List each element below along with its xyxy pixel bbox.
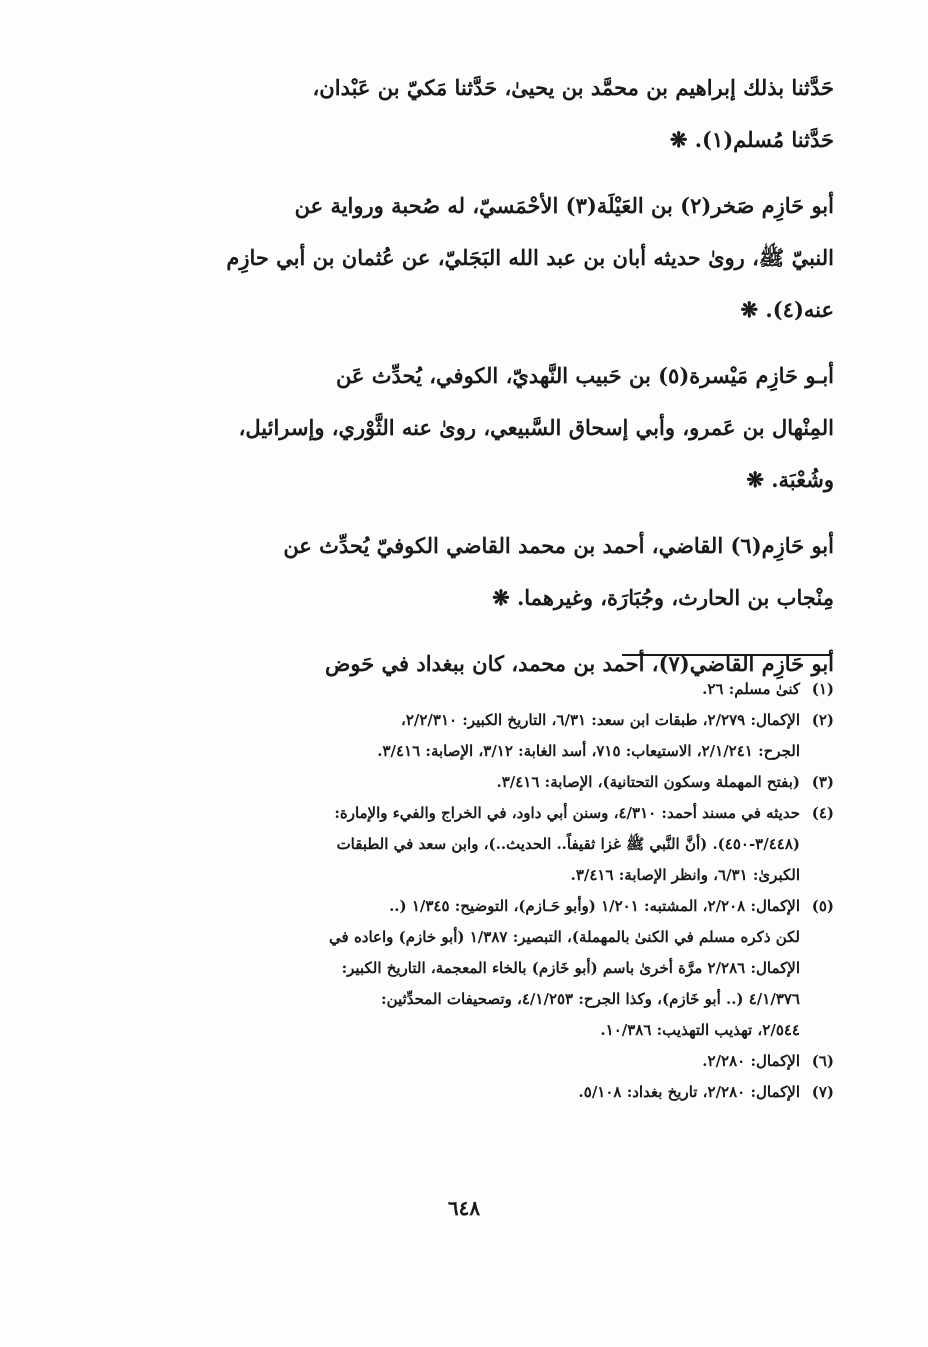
text-line: أبو حَازِم القاضي(٧)، أحمد بن محمد، كان ببغداد في حَوض	[324, 651, 834, 676]
text-line: حَدَّثنا مُسلم(١). ❋	[669, 127, 834, 152]
footnote-text: حديثه في مسند أحمد: ٤/٣١٠، وسنن أبي داود، في الخراج والفيء والإمارة:	[334, 804, 800, 822]
footnote-text: ٤/١/٣٧٦ (.. أبو خَازم)، وكذا الجرح: ٤/١/٢٥٣، وتصحيفات المحدِّثين:	[381, 990, 800, 1008]
text-line: أبو حَازِم صَخر(٢) بن العَيْلَة(٣) الأحْمَسيّ، له صُحبة ورواية عن	[294, 193, 834, 218]
footnote-number: (٢)	[811, 711, 834, 729]
footnotes	[140, 674, 834, 1108]
text-line: النبيّ ﷺ، روىٰ حديثه أبان بن عبد الله البَجَليّ، عن عُثمان بن أبي حازِم	[226, 245, 834, 270]
footnote-number: (١)	[811, 680, 834, 698]
entry-4	[134, 520, 834, 624]
footnote-text: الإكمال: ٢/٢٨٠، تاريخ بغداد: ٥/١٠٨.	[578, 1083, 800, 1101]
footnote-4	[140, 798, 834, 891]
text-line: عنه(٤). ❋	[740, 297, 834, 322]
main-text	[134, 62, 834, 704]
footnote-text: الإكمال: ٢/٢٠٨، المشتبه: ١/٢٠١ (وأبو حَـازم)، التوضيح: ١/٣٤٥ (..	[389, 897, 800, 915]
footnote-text: الإكمال: ٢/٢٨٦ مرَّة أخرىٰ باسم (أبو خَازم) بالخاء المعجمة، التاريخ الكبير:	[341, 959, 800, 977]
entry-1	[134, 62, 834, 166]
footnote-7	[140, 1077, 834, 1108]
entry-3	[134, 350, 834, 506]
footnote-number: (٦)	[811, 1052, 834, 1070]
footnote-text: لكن ذكره مسلم في الكنىٰ بالمهملة)، التبصير: ١/٣٨٧ (أبو خازم) واعاده في	[329, 928, 800, 946]
entry-2	[134, 180, 834, 336]
footnote-number: (٣)	[811, 773, 834, 791]
text-line: المِنْهال بن عَمرو، وأبي إسحاق السَّبيعي، روىٰ عنه الثَّوْري، وإسرائيل،	[238, 415, 834, 440]
footnote-divider	[622, 654, 832, 656]
text-line: أبو حَازِم(٦) القاضي، أحمد بن محمد القاضي الكوفيّ يُحدِّث عن	[283, 533, 834, 558]
text-line: مِنْجاب بن الحارث، وجُبَارَة، وغيرهما. ❋	[492, 585, 834, 610]
footnote-number: (٥)	[811, 897, 834, 915]
footnote-text: الكبرىٰ: ٦/٣١، وانظر الإصابة: ٣/٤١٦.	[570, 866, 800, 884]
text-line: وشُعْبَة. ❋	[746, 467, 834, 492]
footnote-text: (بفتح المهملة وسكون التحتانية)، الإصابة: ٣/٤١٦.	[496, 773, 800, 791]
footnote-number: (٧)	[811, 1083, 834, 1101]
text-line: حَدَّثنا بذلك إبراهيم بن محمَّد بن يحيىٰ، حَدَّثنا مَكيّ بن عَبْدان،	[312, 75, 834, 100]
footnote-text: الإكمال: ٢/٢٨٠.	[702, 1052, 800, 1070]
footnote-text: كنىٰ مسلم: ٢٦.	[702, 680, 800, 698]
footnote-text: الإكمال: ٢/٢٧٩، طبقات ابن سعد: ٦/٣١، التاريخ الكبير: ٢/٢/٣١٠،	[400, 711, 800, 729]
footnote-6	[140, 1046, 834, 1077]
page-number: ٦٤٨	[447, 1196, 481, 1220]
footnote-number: (٤)	[811, 804, 834, 822]
text-line: أبـو حَازِم مَيْسرة(٥) بن حَبيب النَّهديّ، الكوفي، يُحدِّث عَن	[335, 363, 834, 388]
footnote-text: ٢/٥٤٤، تهذيب التهذيب: ١٠/٣٨٦.	[600, 1021, 800, 1039]
footnote-1	[140, 674, 834, 705]
footnote-5	[140, 891, 834, 1046]
footnote-3	[140, 767, 834, 798]
footnote-text: الجرح: ٢/١/٢٤١، الاستيعاب: ٧١٥، أسد الغابة: ٣/١٢، الإصابة: ٣/٤١٦.	[377, 742, 800, 760]
footnote-text: (٣/٤٤٨-٤٥٠). (أنَّ النَّبي ﷺ غزا ثقيفاً.. الحديث..)، وابن سعد في الطبقات	[336, 835, 800, 853]
footnote-2	[140, 705, 834, 767]
